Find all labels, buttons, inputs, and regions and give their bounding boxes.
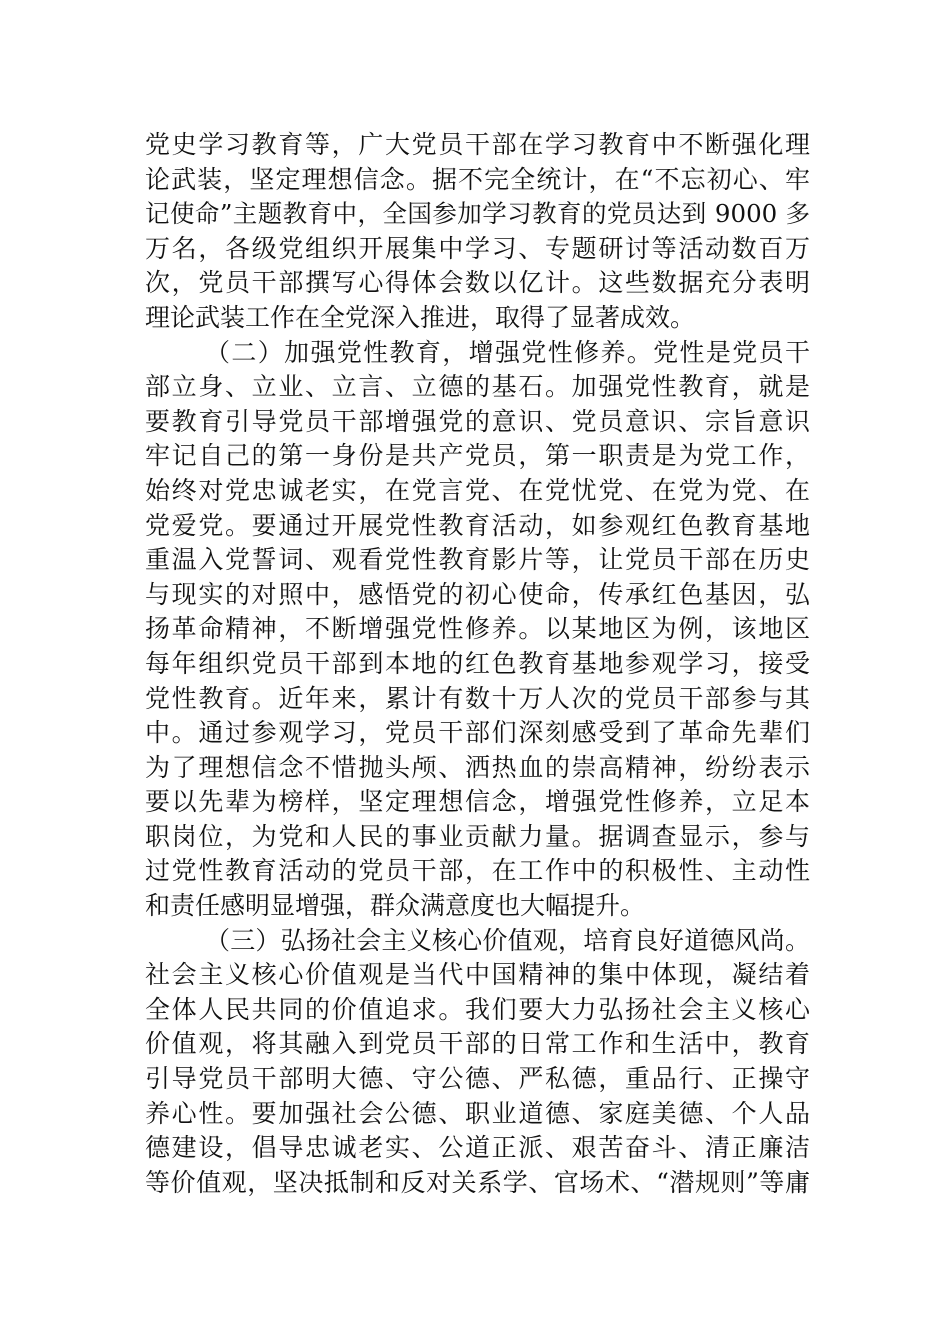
paragraph-line: 每年组织党员干部到本地的红色教育基地参观学习，接受 <box>145 648 810 678</box>
body-text <box>145 128 810 1200</box>
paragraph-line: 要以先辈为榜样，坚定理想信念，增强党性修养，立足本 <box>145 787 810 817</box>
paragraph-line: 论武装，坚定理想信念。据不完全统计，在“不忘初心、牢 <box>145 164 810 194</box>
paragraph-heading-line: （二）加强党性教育，增强党性修养。党性是党员干 <box>205 337 810 367</box>
paragraph-line: 始终对党忠诚老实，在党言党、在党忧党、在党为党、在 <box>145 475 810 505</box>
paragraph-line: 社会主义核心价值观是当代中国精神的集中体现，凝结着 <box>145 960 810 990</box>
paragraph-line: 职岗位，为党和人民的事业贡献力量。据调查显示，参与 <box>145 821 810 851</box>
paragraph-line: 次，党员干部撰写心得体会数以亿计。这些数据充分表明 <box>145 268 810 298</box>
paragraph-line: 和责任感明显增强，群众满意度也大幅提升。 <box>145 891 646 921</box>
paragraph-line: 党爱党。要通过开展党性教育活动，如参观红色教育基地 <box>145 510 810 540</box>
paragraph-line: 要教育引导党员干部增强党的意识、党员意识、宗旨意识 <box>145 406 810 436</box>
paragraph-line: 过党性教育活动的党员干部，在工作中的积极性、主动性 <box>145 856 810 886</box>
paragraph-line: 引导党员干部明大德、守公德、严私德，重品行、正操守 <box>145 1064 810 1094</box>
paragraph-line: 全体人民共同的价值追求。我们要大力弘扬社会主义核心 <box>145 994 810 1024</box>
paragraph-heading-line: （三）弘扬社会主义核心价值观，培育良好道德风尚。 <box>205 925 810 955</box>
paragraph-line: 与现实的对照中，感悟党的初心使命，传承红色基因，弘 <box>145 579 810 609</box>
paragraph-line: 党史学习教育等，广大党员干部在学习教育中不断强化理 <box>145 130 810 159</box>
paragraph-line: 中。通过参观学习，党员干部们深刻感受到了革命先辈们 <box>145 718 810 748</box>
paragraph-line: 为了理想信念不惜抛头颅、洒热血的崇高精神，纷纷表示 <box>145 752 810 782</box>
paragraph-line: 部立身、立业、立言、立德的基石。加强党性教育，就是 <box>145 372 810 402</box>
paragraph-line: 重温入党誓词、观看党性教育影片等，让党员干部在历史 <box>145 545 810 575</box>
paragraph-line: 理论武装工作在全党深入推进，取得了显著成效。 <box>145 302 696 332</box>
paragraph-line: 扬革命精神，不断增强党性修养。以某地区为例，该地区 <box>145 614 810 644</box>
paragraph-line: 牢记自己的第一身份是共产党员，第一职责是为党工作， <box>145 441 810 471</box>
paragraph-line: 记使命”主题教育中，全国参加学习教育的党员达到 9000 多 <box>145 199 810 229</box>
paragraph-line: 价值观，将其融入到党员干部的日常工作和生活中，教育 <box>145 1029 810 1059</box>
paragraph-line: 德建设，倡导忠诚老实、公道正派、艰苦奋斗、清正廉洁 <box>145 1133 810 1163</box>
paragraph-line: 党性教育。近年来，累计有数十万人次的党员干部参与其 <box>145 683 810 713</box>
paragraph-line: 万名，各级党组织开展集中学习、专题研讨等活动数百万 <box>145 233 810 263</box>
paragraph-line: 养心性。要加强社会公德、职业道德、家庭美德、个人品 <box>145 1098 810 1128</box>
paragraph-line: 等价值观，坚决抵制和反对关系学、官场术、“潜规则”等庸 <box>145 1167 810 1197</box>
